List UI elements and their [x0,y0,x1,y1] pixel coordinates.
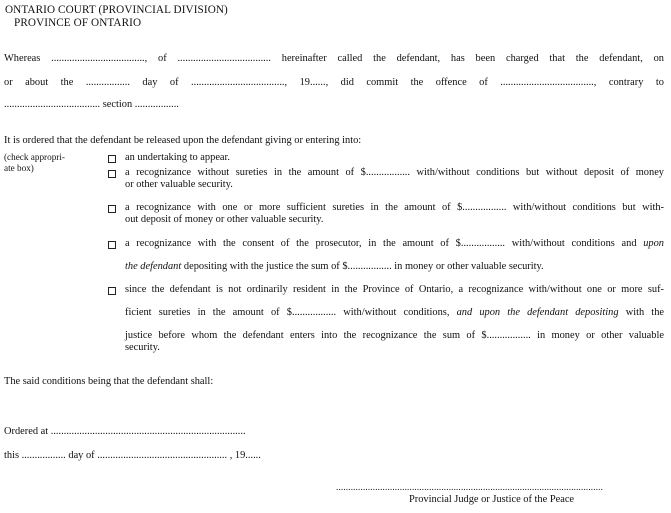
preamble-line-3: ..................................... section ................. [4,99,179,110]
option-3-line-1: a recognizance with one or more sufficient sureties in the amount of $................. with/without conditions but with- [125,202,664,213]
option-4-italic-defendant: the defendant [125,261,182,272]
option-5-line-1: since the defendant is not ordinarily resident in the Province of Ontario, a recognizance with/without one or more suf- [125,284,664,295]
option-5-checkbox[interactable] [108,287,116,295]
option-3-line-2: out deposit of money or other valuable security. [125,214,324,225]
option-4-line-1: a recognizance with the consent of the prosecutor, in the amount of $................. with/without conditions and upon [125,238,664,249]
option-2-checkbox[interactable] [108,170,116,178]
order-intro: It is ordered that the defendant be released upon the defendant giving or entering into: [4,135,362,146]
option-4-italic-upon: upon [643,238,664,249]
option-4-line-2: the defendant depositing with the justice the sum of $................. in money or other valuable security. [125,261,544,272]
preamble-line-2: or about the ................. day of ...................................., 19......, did commit the offence of ...................................., contrary to [4,77,664,88]
check-note-line-1: (check appropri- [4,152,65,162]
check-note-line-2: ate box) [4,163,34,173]
ordered-at-field[interactable]: Ordered at ........................................................................... [4,426,246,437]
check-note [4,152,65,174]
conditions-label: The said conditions being that the defendant shall: [4,376,214,387]
option-5-line-4: security. [125,342,160,353]
option-5-italic-text: and upon the defendant depositing [456,307,619,318]
date-field[interactable]: this ................. day of .................................................. , 19...... [4,450,261,461]
signature-caption: Provincial Judge or Justice of the Peace [409,494,575,505]
option-5-line-3: justice before whom the defendant enters into the recognizance the sum of $................. in money or other valuable [125,330,664,341]
option-3-checkbox[interactable] [108,205,116,213]
option-2-line-1: a recognizance without sureties in the amount of $................. with/without conditions but without deposit of money [125,167,664,178]
court-name: ONTARIO COURT (PROVINCIAL DIVISION) [5,4,228,16]
province-name: PROVINCE OF ONTARIO [14,17,142,29]
option-1-checkbox[interactable] [108,155,116,163]
option-4-checkbox[interactable] [108,241,116,249]
option-5-line-2: ficient sureties in the amount of $................. with/without conditions, and upon the defendant depositing with the [125,307,665,318]
signature-line[interactable]: ............................................................................................................. [336,482,604,492]
preamble-line-1: Whereas ...................................., of .................................... hereinafter called the defendant, has been charged that the defendant, on [4,53,664,64]
option-1-text: an undertaking to appear. [125,152,231,163]
option-2-line-2: or other valuable security. [125,179,233,190]
